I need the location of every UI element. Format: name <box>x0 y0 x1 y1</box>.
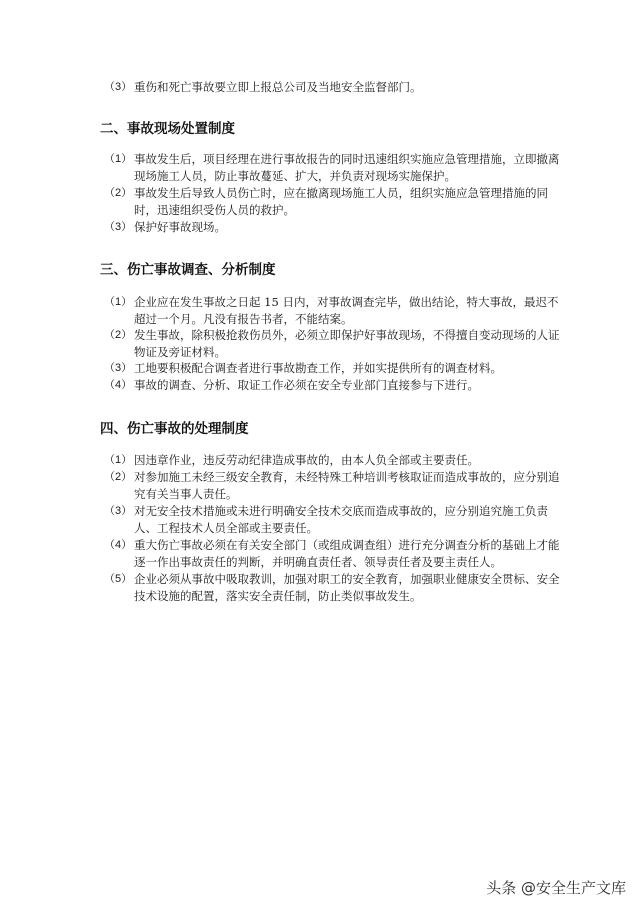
item-text: 企业必须从事故中吸取教训，加强对职工的安全教育，加强职业健康安全贯标、安全技术设施的配置，落实安全责任制，防止类似事故发生。 <box>134 572 560 603</box>
item-text: 发生事故，除积极抢救伤员外，必须立即保护好事故现场，不得擅自变动现场的人证物证及旁证材料。 <box>134 328 560 359</box>
section-heading: 四、伤亡事故的处理制度 <box>100 421 249 437</box>
item-number: （2） <box>104 187 133 199</box>
intro-item <box>104 79 564 96</box>
list-item <box>104 360 564 377</box>
section-heading: 二、事故现场处置制度 <box>100 121 235 137</box>
list-item <box>104 294 564 327</box>
list-item <box>104 452 564 469</box>
item-text: 事故发生后导致人员伤亡时，应在撤离现场施工人员，组织实施应急管理措施的同时，迅速组织受伤人员的救护。 <box>134 186 548 217</box>
list-item <box>104 503 564 536</box>
item-text: 重大伤亡事故必须在有关安全部门（或组成调查组）进行充分调查分析的基础上才能逐一作出事故责任的判断，并明确直责任者、领导责任者及要主责任人。 <box>134 538 560 569</box>
list-item <box>104 469 564 502</box>
item-number: （4） <box>104 539 133 551</box>
item-number: （1） <box>104 454 133 466</box>
item-number: （5） <box>104 573 133 585</box>
item-number: （3） <box>104 221 133 233</box>
list-item <box>104 327 564 360</box>
item-number: （1） <box>104 153 133 165</box>
item-number: （3） <box>104 362 133 374</box>
list-item <box>104 537 564 570</box>
item-number: （3） <box>104 81 133 93</box>
item-text: 对无安全技术措施或未进行明确安全技术交底而造成事故的，应分别追究施工负责人、工程技术人员全部或主要责任。 <box>134 504 548 535</box>
list-item <box>104 219 564 236</box>
item-number: （4） <box>104 379 133 391</box>
item-number: （1） <box>104 296 133 308</box>
list-item <box>104 571 564 604</box>
item-number: （2） <box>104 329 133 341</box>
list-item <box>104 151 564 184</box>
list-item <box>104 185 564 218</box>
list-item <box>104 377 564 394</box>
item-text: 企业应在发生事故之日起 15 日内，对事故调查完毕，做出结论，特大事故，最迟不超过一个月。凡没有报告书者，不能结案。 <box>134 295 559 326</box>
watermark: 头条 @安全生产文库 <box>486 879 626 897</box>
item-text: 事故的调查、分析、取证工作必须在安全专业部门直接参与下进行。 <box>134 378 479 392</box>
item-number: （2） <box>104 471 133 483</box>
item-number: （3） <box>104 505 133 517</box>
item-text: 工地要积极配合调查者进行事故勘查工作，并如实提供所有的调查材料。 <box>134 361 502 375</box>
item-text: 重伤和死亡事故要立即上报总公司及当地安全监督部门。 <box>134 80 422 94</box>
item-text: 保护好事故现场。 <box>134 220 226 234</box>
item-text: 对参加施工未经三级安全教育，未经特殊工种培训考核取证而造成事故的，应分别追究有关当事人责任。 <box>134 470 560 501</box>
item-text: 因违章作业，违反劳动纪律造成事故的，由本人负全部或主要责任。 <box>134 453 479 467</box>
item-text: 事故发生后，项目经理在进行事故报告的同时迅速组织实施应急管理措施，立即撤离现场施工人员，防止事故蔓延、扩大，并负责对现场实施保护。 <box>134 152 560 183</box>
section-heading: 三、伤亡事故调查、分析制度 <box>100 262 276 278</box>
